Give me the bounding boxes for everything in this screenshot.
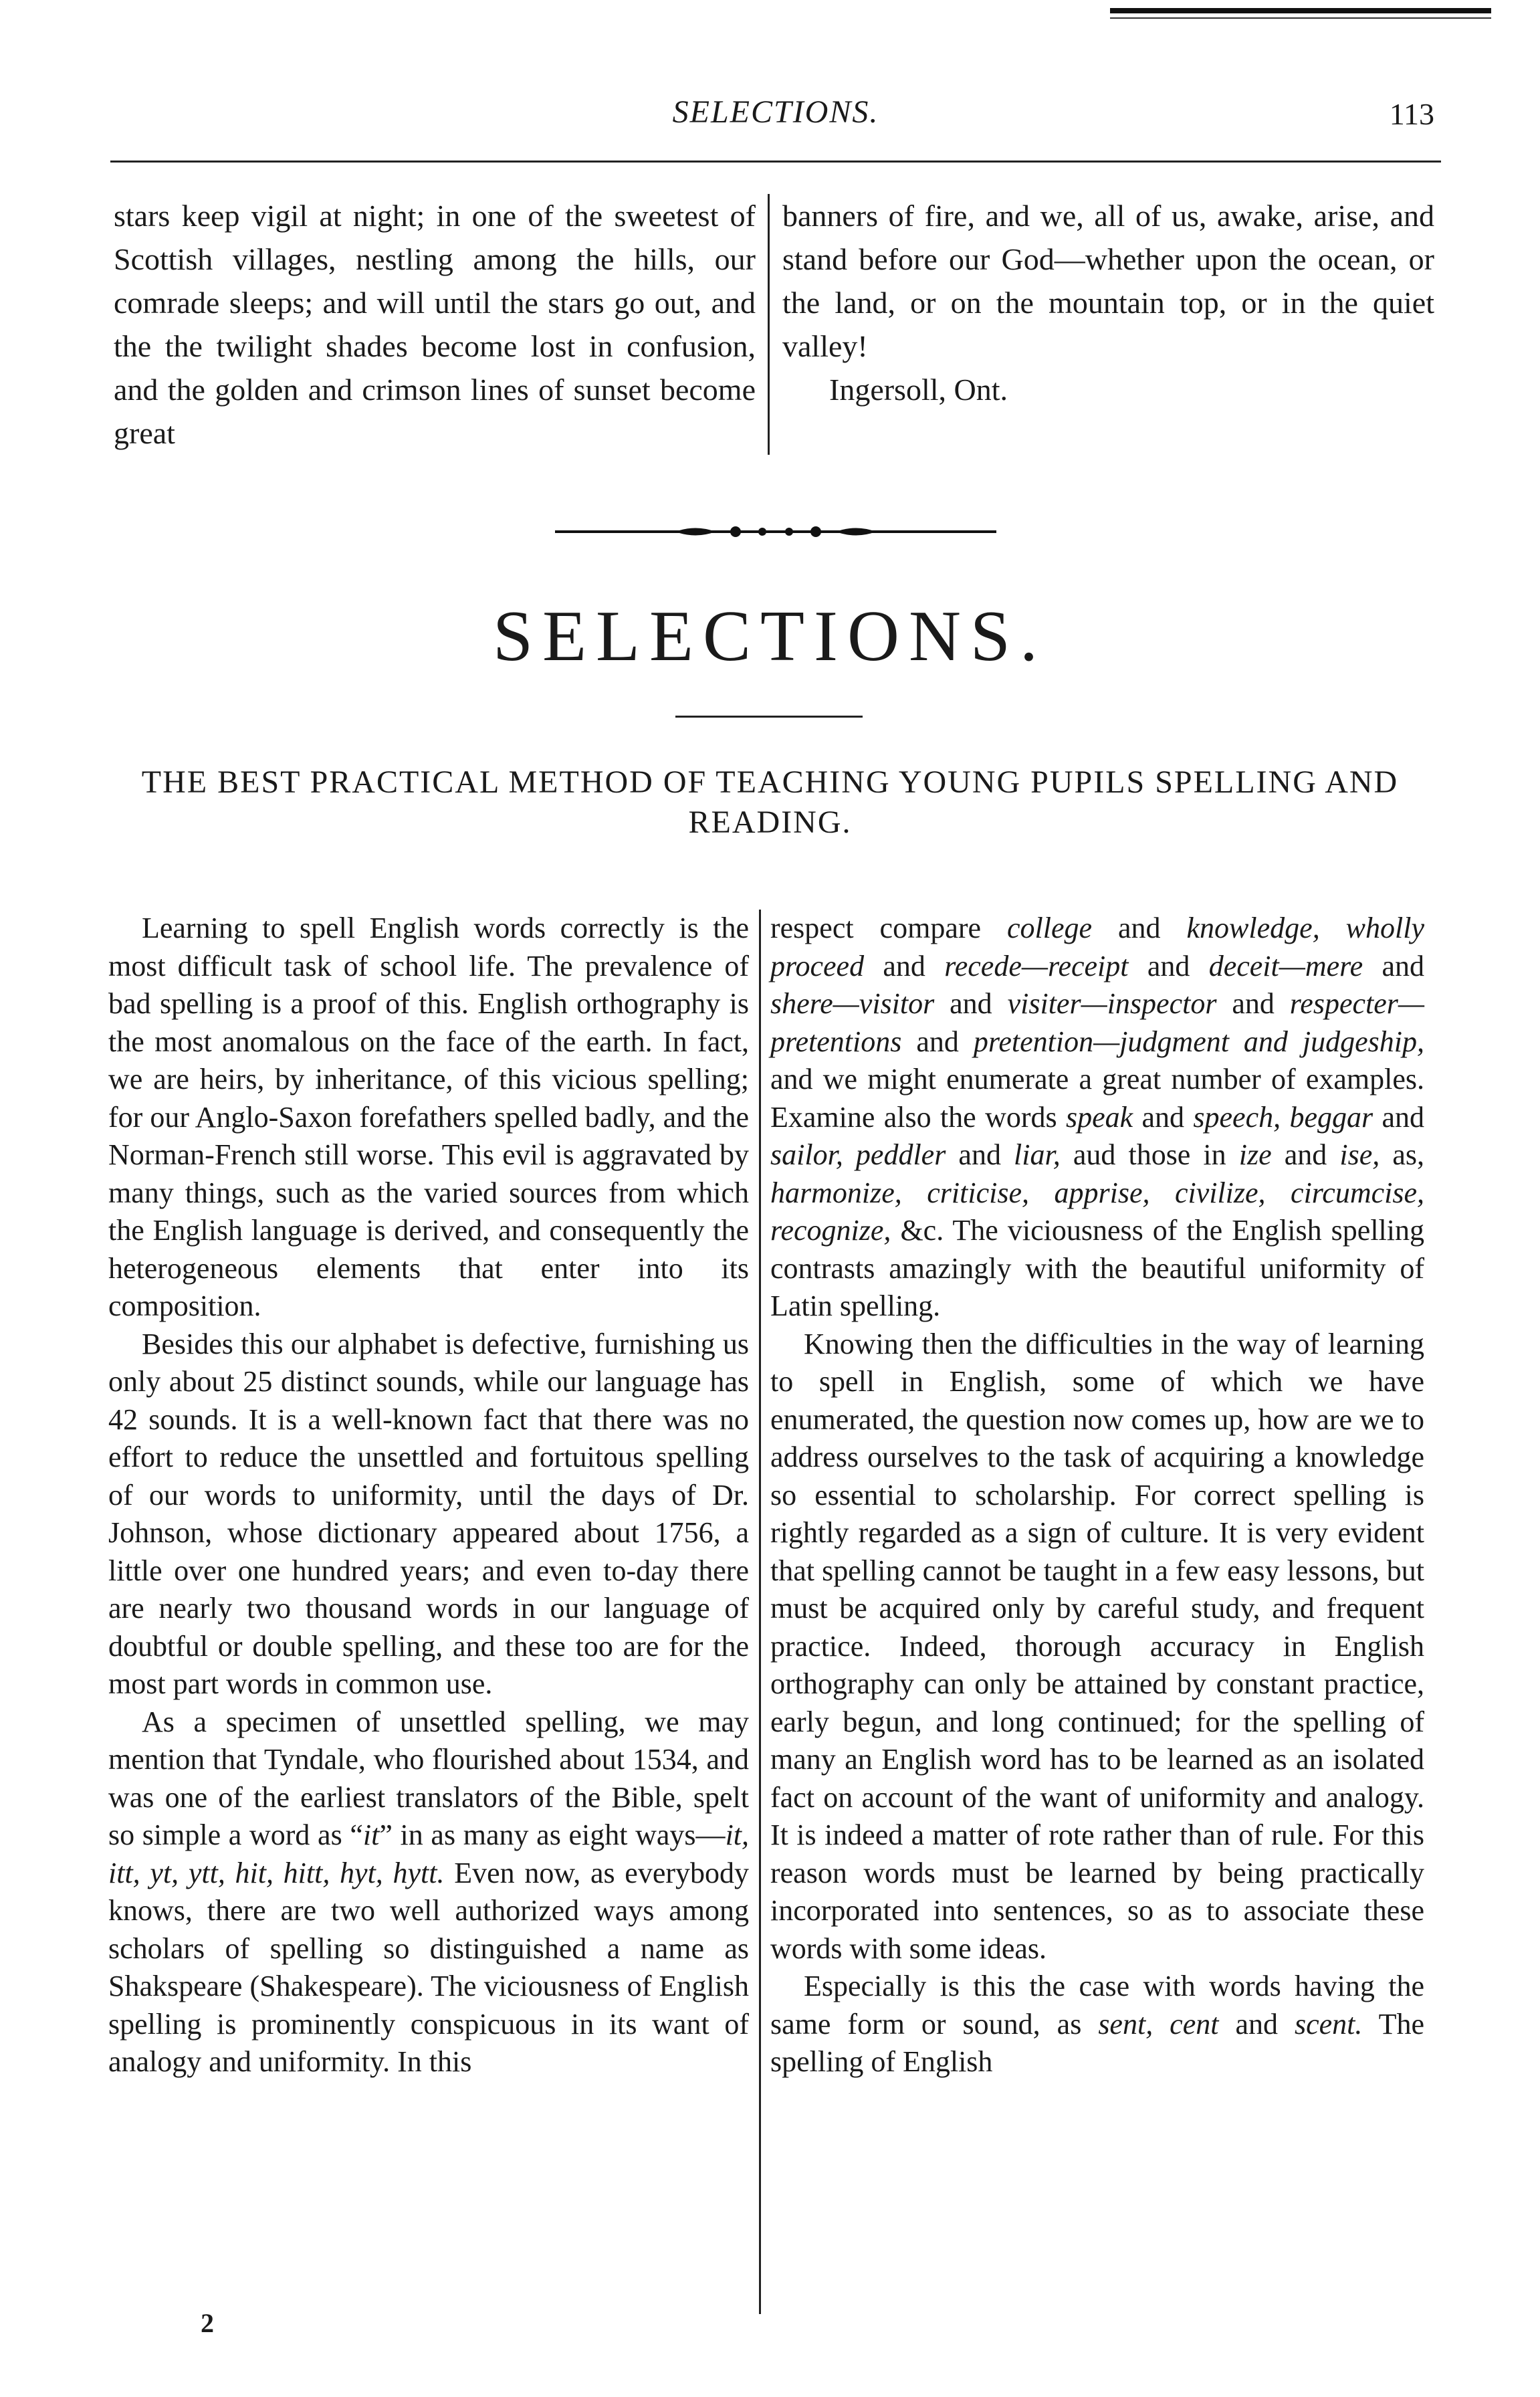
text-run: aud those in <box>1060 1138 1239 1171</box>
top-decorative-rule <box>1110 8 1491 13</box>
italic-word: college <box>1007 912 1093 944</box>
italic-word: visiter—inspector <box>1007 987 1217 1020</box>
section-ornament <box>555 522 996 542</box>
text-run: and <box>1373 1100 1424 1134</box>
article-paragraph: Knowing then the difficulties in the way of learning to spell in English, some of which we have enumerated, the question now comes up, how are we to address ourselves to the task of acquiring a knowledge so essential to scholarship. For correct spelling is rightly regarded as a sign of culture. It is very evident that spelling cannot be taught in a few easy lessons, but must be acquired only by careful study, and frequent practice. Indeed, thorough accuracy in English orthography can only be attained by constant practice, early begun, and long continued; for the spelling of many an English word has to be learned as an isolated fact on account of the want of uniformity and analogy. It is indeed a matter of rote rather than of rule. For this reason words must be learned by being practically incorporated into sentences, so as to associate these words with some ideas. <box>770 1327 1424 1965</box>
article-paragraph: Learning to spell English words correctly is the most difficult task of school life. The prevalence of bad spelling is a proof of this. English orthography is the most anomalous on the face of the earth. In fact, we are heirs, by inheritance, of this vicious spelling; for our Anglo-Saxon forefathers spelled badly, and the Norman-French still worse. This evil is aggravated by many things, such as the varied sources from which the English language is derived, and consequently the heterogeneous elements that enter into its composition. <box>108 912 749 1322</box>
text-run: and we might enumerate a great number of examples. Examine also the words <box>770 1063 1424 1134</box>
text-run: ” in as many as eight ways— <box>379 1818 726 1851</box>
italic-word: deceit—mere <box>1208 949 1363 982</box>
text-run: Especially is this the case with words having the same form or sound, as <box>770 1970 1424 2041</box>
column-divider-top <box>768 194 770 455</box>
italic-word: recede—receipt <box>944 949 1129 982</box>
text-run: and <box>1128 949 1209 982</box>
italic-word: scent. <box>1294 2007 1363 2041</box>
text-run: and <box>934 987 1008 1020</box>
italic-word: knowledge, wholly proceed <box>770 912 1424 982</box>
text-run: As a specimen of unsettled spelling, we may mention that Tyndale, who flourished about 1534, and was one of the earliest translators of the Bible, spelt so simple a word as “ <box>108 1705 749 1851</box>
section-title: SELECTIONS. <box>493 597 1047 676</box>
running-header <box>110 94 1441 154</box>
text-run: and <box>901 1025 974 1058</box>
article-paragraph: Besides this our alphabet is defective, furnishing us only about 25 distinct sounds, while our language has 42 sounds. It is a well-known fact that there was no effort to reduce the unsettled and fortuitous spelling of our words to uniformity, until the days of Dr. Johnson, whose dictionary appeared about 1756, a little over one hundred years; and even to-day there are nearly two thousand words in our language of doubtful or double spelling, and these too are for the most part words in common use. <box>108 1327 749 1700</box>
article-title: THE BEST PRACTICAL METHOD OF TEACHING YOUNG PUPILS SPELLING AND READING. <box>141 764 1399 840</box>
italic-word: sailor, peddler <box>770 1138 946 1171</box>
previous-article-text-left: stars keep vigil at night; in one of the sweetest of Scottish villages, nestling among the hills, our comrade sleeps; and will until the stars go out, and the the twilight shades become lost in confusion, and the golden and crimson lines of sunset become great <box>114 199 756 450</box>
italic-word: speak <box>1065 1100 1133 1134</box>
italic-word: harmonize, criticise, apprise, civilize, circumcise, recognize, <box>770 1176 1424 1247</box>
italic-word: it, itt, yt, ytt, hit, hitt, hyt, hytt. <box>108 1818 750 1889</box>
article-paragraph <box>108 1703 749 2081</box>
top-decorative-rule-thin <box>1110 17 1491 19</box>
text-run: &c. The viciousness of the English spelling contrasts amazingly with the beautiful uniformity of Latin spelling. <box>770 1214 1424 1322</box>
previous-article-signoff: Ingersoll, Ont. <box>829 373 1008 407</box>
text-run: and <box>1363 949 1425 982</box>
text-run: and <box>1271 1138 1340 1171</box>
running-title: SELECTIONS. <box>672 94 879 130</box>
column-divider-body <box>759 910 761 2314</box>
italic-word: respecter—pretentions <box>770 987 1424 1058</box>
previous-article-right-column <box>782 194 1434 411</box>
header-rule <box>110 161 1441 163</box>
text-run: and <box>1218 2007 1295 2041</box>
italic-word: ize <box>1238 1138 1272 1171</box>
text-run: and <box>1133 1100 1194 1134</box>
italic-word: shere—visitor <box>770 987 935 1020</box>
previous-article-left-column <box>114 194 756 455</box>
italic-word: sent, cent <box>1098 2007 1219 2041</box>
text-run: and <box>1092 912 1187 944</box>
article-right-column <box>770 910 1424 2081</box>
italic-word: speech, beggar <box>1193 1100 1373 1134</box>
italic-word: it <box>362 1818 380 1851</box>
article-paragraph <box>770 910 1424 1326</box>
text-run: respect compare <box>770 912 1007 944</box>
text-run: as, <box>1380 1138 1424 1171</box>
italic-word: pretention—judgment and judgeship, <box>973 1025 1424 1058</box>
page-number: 113 <box>1389 97 1434 131</box>
article-paragraph <box>770 1968 1424 2081</box>
text-run: and <box>864 949 945 982</box>
text-run: The spelling of English <box>770 2007 1424 2078</box>
title-rule <box>675 716 863 718</box>
italic-word: ise, <box>1339 1138 1380 1171</box>
text-run: and <box>946 1138 1014 1171</box>
previous-article-text-right: banners of fire, and we, all of us, awake, arise, and stand before our God—whether upon the ocean, or the land, or on the mountain top, or in the quiet valley! <box>782 199 1434 363</box>
italic-word: liar, <box>1014 1138 1061 1171</box>
text-run: Even now, as everybody knows, there are two well authorized ways among scholars of spelling so distinguished a name as Shakspeare (Shakespeare). The viciousness of English spelling is prominently conspicuous in its want of analogy and uniformity. In this <box>108 1856 750 2078</box>
signature-mark: 2 <box>201 2308 214 2338</box>
text-run: and <box>1216 987 1290 1020</box>
article-left-column <box>108 910 749 2081</box>
